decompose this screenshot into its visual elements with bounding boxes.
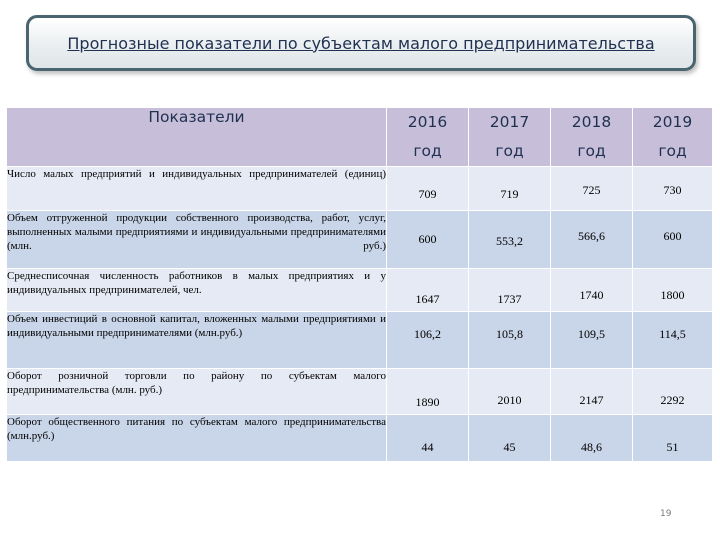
header-label: Показатели xyxy=(7,108,387,167)
value-2016: 709 xyxy=(387,167,469,211)
header-row xyxy=(7,108,713,167)
table-row xyxy=(7,415,713,462)
title-box xyxy=(26,15,696,71)
year-value: 2018 xyxy=(571,113,612,131)
value-2017: 2010 xyxy=(469,369,551,415)
value-2016: 106,2 xyxy=(387,312,469,369)
value-2019: 600 xyxy=(633,211,713,269)
value-2017: 105,8 xyxy=(469,312,551,369)
row-label: Среднесписочная численность работников в малых предприятиях и у индивидуальных предпринимателей, чел. xyxy=(7,269,387,312)
year-value: 2017 xyxy=(489,113,530,131)
table-row xyxy=(7,211,713,269)
row-label: Оборот розничной торговли по району по субъектам малого предпринимательства (млн. руб.) xyxy=(7,369,387,415)
value-2016: 1647 xyxy=(387,269,469,312)
value-2019: 730 xyxy=(633,167,713,211)
header-year-2018 xyxy=(551,108,633,167)
row-label: Объем инвестиций в основной капитал, вложенных малыми предприятиями и индивидуальными предпринимателями (млн.руб.) xyxy=(7,312,387,369)
table-row xyxy=(7,312,713,369)
year-unit: год xyxy=(495,142,524,160)
table-row xyxy=(7,269,713,312)
header-year-2016 xyxy=(387,108,469,167)
value-2018: 566,6 xyxy=(551,211,633,269)
year-unit: год xyxy=(413,142,442,160)
row-label: Оборот общественного питания по субъектам малого предпринимательства (млн.руб.) xyxy=(7,415,387,462)
value-2017: 719 xyxy=(469,167,551,211)
page-title: Прогнозные показатели по субъектам малого предпринимательства xyxy=(67,33,655,53)
value-2017: 45 xyxy=(469,415,551,462)
table-row xyxy=(7,369,713,415)
year-unit: год xyxy=(577,142,606,160)
value-2018: 1740 xyxy=(551,269,633,312)
value-2019: 114,5 xyxy=(633,312,713,369)
value-2017: 553,2 xyxy=(469,211,551,269)
row-label: Объем отгруженной продукции собственного производства, работ, услуг, выполненных малыми предприятиями и индивидуальными предпринимателями (млн. руб.) xyxy=(7,211,387,269)
value-2016: 44 xyxy=(387,415,469,462)
value-2019: 51 xyxy=(633,415,713,462)
value-2018: 109,5 xyxy=(551,312,633,369)
year-value: 2019 xyxy=(652,113,693,131)
header-year-2017 xyxy=(469,108,551,167)
value-2018: 2147 xyxy=(551,369,633,415)
indicators-table xyxy=(6,107,713,462)
row-label: Число малых предприятий и индивидуальных предпринимателей (единиц) xyxy=(7,167,387,211)
page-number: 19 xyxy=(660,509,672,519)
value-2018: 725 xyxy=(551,167,633,211)
value-2017: 1737 xyxy=(469,269,551,312)
header-year-2019 xyxy=(633,108,713,167)
value-2016: 1890 xyxy=(387,369,469,415)
value-2018: 48,6 xyxy=(551,415,633,462)
table-row xyxy=(7,167,713,211)
year-unit: год xyxy=(658,142,687,160)
value-2019: 2292 xyxy=(633,369,713,415)
value-2019: 1800 xyxy=(633,269,713,312)
value-2016: 600 xyxy=(387,211,469,269)
year-value: 2016 xyxy=(407,113,448,131)
